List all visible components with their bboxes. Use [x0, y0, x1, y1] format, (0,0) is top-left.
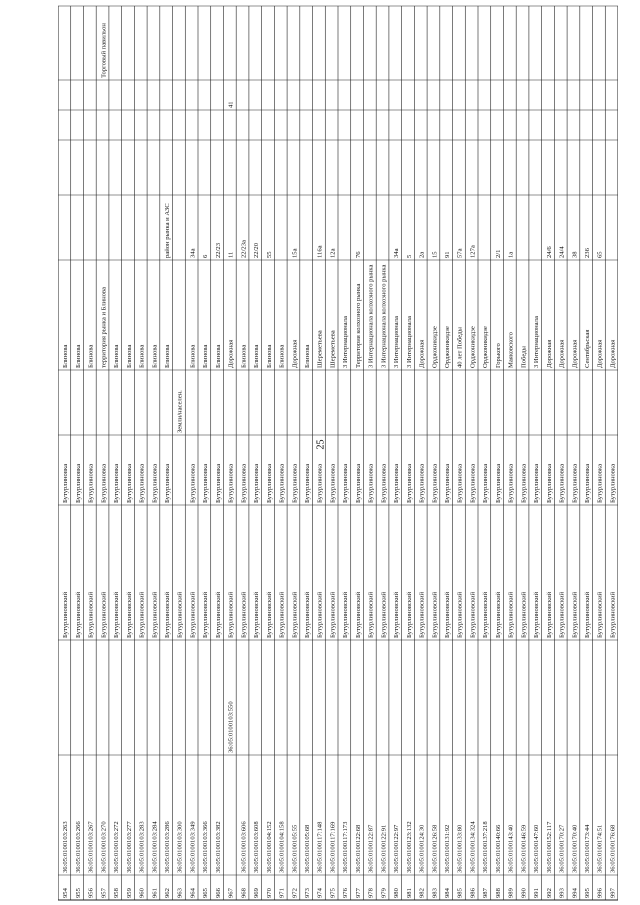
table-row: [266, 251, 273, 898]
row-number: 956: [87, 888, 95, 898]
table-cell: Бутурлиновский: [87, 591, 95, 638]
table-cell: Бутурлиновка: [227, 463, 235, 503]
table-cell: Бутурлиновка: [494, 463, 502, 503]
table-row: [571, 251, 578, 898]
row-number: 972: [291, 888, 299, 898]
table-cell: Бутурлиновка: [113, 463, 121, 503]
table-cell: 3 Интернационала: [342, 316, 350, 368]
table-cell: Бутурлиновка: [393, 463, 401, 503]
cadastral-number: 36:05:0100133:80: [456, 824, 464, 873]
table-cell: Бутурлиновка: [418, 463, 426, 503]
cadastral-number: 36:05:0100103:300: [176, 821, 184, 873]
table-row: [75, 345, 82, 898]
table-cell: Бутурлиновский: [151, 591, 159, 638]
table-row: [126, 345, 133, 898]
table-row: [609, 340, 616, 898]
row-number: 981: [405, 888, 413, 898]
cadastral-number: 36:05:0100105:55: [291, 824, 299, 873]
table-cell: Орджоникидзе: [482, 326, 490, 368]
row-number: 966: [214, 888, 222, 898]
table-row: [291, 248, 298, 898]
table-cell: Орджоникидзе: [443, 326, 451, 368]
table-cell: Бутурлиновский: [456, 591, 464, 638]
table-cell: Блинова: [74, 344, 82, 368]
cadastral-number: 36:05:0100103:382: [214, 821, 222, 873]
table-cell: Бутурлиновка: [380, 463, 388, 503]
table-cell: Бутурлиновский: [545, 591, 553, 638]
table-row: [151, 345, 158, 898]
row-number: 973: [303, 888, 311, 898]
cadastral-number: 36:05:0100103:286: [163, 821, 171, 873]
table-cell: 41: [227, 101, 235, 108]
table-row: [279, 345, 286, 898]
cadastral-number: 36:05:0100176:68: [609, 824, 617, 873]
table-cell: Бутурлиновский: [342, 591, 350, 638]
table-cell: 2а: [418, 251, 426, 258]
table-row: [419, 252, 426, 898]
table-row: [380, 264, 387, 898]
table-cell: Бутурлиновский: [113, 591, 121, 638]
table-row: [202, 254, 209, 898]
cadastral-number: 36:05:0100146:59: [520, 824, 528, 873]
table-cell: Бутурлиновка: [456, 463, 464, 503]
row-number: 969: [253, 888, 261, 898]
row-number: 987: [482, 888, 490, 898]
table-cell: Бутурлиновский: [583, 591, 591, 638]
table-cell: Дорожная: [596, 339, 604, 368]
table-cell: Шереметьева: [329, 330, 337, 368]
register-table: [58, 0, 618, 905]
row-number: 955: [74, 888, 82, 898]
table-row: [368, 264, 375, 898]
row-number: 971: [278, 888, 286, 898]
row-number: 991: [533, 888, 541, 898]
table-cell: Бутурлиновский: [62, 591, 70, 638]
table-row: [100, 23, 107, 898]
table-cell: Бутурлиновский: [100, 591, 108, 638]
table-row: [228, 101, 235, 898]
table-cell: 15: [431, 251, 439, 258]
table-cell: Блинова: [303, 344, 311, 368]
table-row: [177, 390, 184, 898]
row-number: 985: [456, 888, 464, 898]
table-row: [189, 248, 196, 898]
row-number: 993: [558, 888, 566, 898]
table-cell: 22/23а: [240, 240, 248, 258]
table-cell: Бутурлиновский: [202, 591, 210, 638]
table-cell: 3 Интернационала колхозного рынка: [367, 264, 375, 368]
table-row: [317, 245, 324, 898]
table-cell: 65: [596, 251, 604, 258]
table-cell: Орджоникидзе: [431, 326, 439, 368]
table-cell: Бутурлиновский: [571, 591, 579, 638]
table-cell: Бутурлиновский: [278, 591, 286, 638]
table-cell: Бутурлиновский: [469, 591, 477, 638]
cadastral-number: 36:05:0100103:608: [253, 821, 261, 873]
table-row: [559, 246, 566, 898]
table-row: [584, 247, 591, 898]
table-cell: Бутурлиновский: [494, 591, 502, 638]
table-cell: Дорожная: [418, 339, 426, 368]
cadastral-number: 36:05:0100122:91: [380, 824, 388, 873]
cadastral-number: 36:05:0100103:366: [202, 821, 210, 873]
table-cell: Бутурлиновка: [240, 463, 248, 503]
table-row: [164, 203, 171, 898]
cadastral-number: 36:05:0100124:30: [418, 824, 426, 873]
table-cell: Бутурлиновка: [125, 463, 133, 503]
table-cell: Бутурлиновский: [507, 591, 515, 638]
row-number: 959: [125, 888, 133, 898]
cadastral-number: 36:05:0100123:132: [405, 821, 413, 873]
table-cell: Торговый павильон: [100, 23, 108, 78]
table-cell: Бутурлиновский: [418, 591, 426, 638]
table-cell: Бутурлиновский: [380, 591, 388, 638]
row-number: 967: [227, 888, 235, 898]
table-cell: Бутурлиновка: [214, 463, 222, 503]
table-cell: 3 Интернационала колхозного рынка: [380, 264, 388, 368]
table-row: [329, 248, 336, 898]
table-cell: 36:05:0100103:550: [227, 701, 235, 753]
table-cell: Бутурлиновский: [138, 591, 146, 638]
table-cell: Бутурлиновка: [545, 463, 553, 503]
table-cell: 6: [202, 254, 210, 258]
table-cell: 24/4: [558, 246, 566, 258]
row-number: 964: [189, 888, 197, 898]
table-cell: 12а: [329, 248, 337, 258]
table-row: [240, 240, 247, 898]
table-row: [520, 345, 527, 898]
table-cell: 34а: [189, 248, 197, 258]
row-number: 978: [367, 888, 375, 898]
table-cell: Дорожная: [609, 339, 617, 368]
cadastral-number: 36:05:0100174:51: [596, 824, 604, 873]
table-row: [406, 254, 413, 898]
row-number: 990: [520, 888, 528, 898]
cadastral-number: 36:05:0100103:606: [240, 821, 248, 873]
table-cell: Бутурлиновский: [189, 591, 197, 638]
table-cell: район рынка и АЗС: [163, 203, 171, 258]
cadastral-number: 36:05:0100103:283: [138, 821, 146, 873]
table-cell: Бутурлиновка: [520, 463, 528, 503]
row-number: 976: [342, 888, 350, 898]
table-cell: Бутурлиновка: [316, 463, 324, 503]
row-number: 958: [113, 888, 121, 898]
table-cell: 22/20: [253, 242, 261, 258]
table-cell: Сентябрьская: [583, 329, 591, 368]
table-cell: Бутурлиновка: [138, 463, 146, 503]
table-cell: 55: [265, 251, 273, 258]
table-cell: Бутурлиновка: [431, 463, 439, 503]
table-cell: Дорожная: [571, 339, 579, 368]
table-cell: 40 лет Победы: [456, 327, 464, 368]
row-number: 963: [176, 888, 184, 898]
row-number: 957: [100, 888, 108, 898]
table-row: [88, 345, 95, 898]
table-cell: Шереметьева: [316, 330, 324, 368]
row-number: 989: [507, 888, 515, 898]
table-cell: 2/1: [494, 249, 502, 258]
table-cell: Бутурлиновский: [329, 591, 337, 638]
table-row: [215, 242, 222, 898]
table-cell: Бутурлиновский: [405, 591, 413, 638]
table-cell: Бутурлиновский: [520, 591, 528, 638]
table-row: [508, 252, 515, 898]
cadastral-number: 36:05:0100122:68: [354, 824, 362, 873]
row-number: 961: [151, 888, 159, 898]
table-cell: Блинова: [62, 344, 70, 368]
cadastral-number: 36:05:0100140:66: [494, 824, 502, 873]
table-cell: Бутурлиновский: [596, 591, 604, 638]
table-cell: Бутурлиновка: [482, 463, 490, 503]
row-number: 979: [380, 888, 388, 898]
table-cell: 3 Интернационала: [533, 316, 541, 368]
table-cell: Блинова: [278, 344, 286, 368]
table-cell: Бутурлиновка: [507, 463, 515, 503]
table-cell: Бутурлиновский: [533, 591, 541, 638]
table-row: [431, 251, 438, 898]
table-grid: [58, 6, 618, 900]
row-number: 968: [240, 888, 248, 898]
table-cell: Бутурлиновский: [393, 591, 401, 638]
table-cell: Бутурлиновка: [163, 463, 171, 503]
table-cell: Бутурлиновский: [74, 591, 82, 638]
row-number: 983: [431, 888, 439, 898]
table-cell: Бутурлиновка: [189, 463, 197, 503]
table-cell: Бутурлиновский: [265, 591, 273, 638]
row-number: 960: [138, 888, 146, 898]
table-cell: 236: [583, 248, 591, 258]
cadastral-number: 36:05:0100147:60: [533, 824, 541, 873]
table-cell: Блинова: [214, 344, 222, 368]
cadastral-number: 36:05:0100170:27: [558, 824, 566, 873]
table-cell: Бутурлиновский: [609, 591, 617, 638]
table-row: [393, 248, 400, 898]
table-cell: Бутурлиновка: [342, 463, 350, 503]
table-cell: Земли/населен.: [176, 390, 184, 433]
table-cell: 38: [571, 251, 579, 258]
table-cell: Бутурлиновка: [265, 463, 273, 503]
table-cell: Блинова: [202, 344, 210, 368]
table-cell: Бутурлиновский: [214, 591, 222, 638]
table-cell: 24/6: [545, 246, 553, 258]
table-cell: Бутурлиновка: [443, 463, 451, 503]
table-cell: Горького: [494, 343, 502, 368]
table-cell: Блинова: [87, 344, 95, 368]
table-cell: Бутурлиновка: [253, 463, 261, 503]
table-cell: Блинова: [189, 344, 197, 368]
table-cell: Бутурлиновка: [469, 463, 477, 503]
cadastral-number: 36:05:0100117:169: [329, 821, 337, 873]
row-number: 977: [354, 888, 362, 898]
table-cell: Бутурлиновка: [329, 463, 337, 503]
table-cell: Победы: [520, 346, 528, 368]
row-number: 975: [329, 888, 337, 898]
row-number: 995: [583, 888, 591, 898]
table-row: [495, 250, 502, 898]
row-number: 992: [545, 888, 553, 898]
table-cell: Бутурлиновка: [74, 463, 82, 503]
cadastral-number: 36:05:0100173:44: [583, 824, 591, 873]
table-cell: Бутурлиновка: [62, 463, 70, 503]
table-cell: Бутурлиновка: [202, 463, 210, 503]
table-row: [304, 345, 311, 898]
table-cell: Бутурлиновский: [367, 591, 375, 638]
row-number: 965: [202, 888, 210, 898]
table-cell: 1а: [507, 251, 515, 258]
cadastral-number: 36:05:0100117:173: [342, 821, 350, 873]
table-cell: Бутурлиновский: [354, 591, 362, 638]
table-cell: Бутурлиновский: [482, 591, 490, 638]
cadastral-number: 36:05:0100143:40: [507, 824, 515, 873]
table-cell: Бутурлиновский: [431, 591, 439, 638]
table-cell: Территория колхозного рынка: [354, 283, 362, 368]
table-cell: Бутурлиновка: [583, 463, 591, 503]
table-cell: Бутурлиновка: [609, 463, 617, 503]
table-cell: Бутурлиновка: [354, 463, 362, 503]
table-cell: Бутурлиновский: [303, 591, 311, 638]
table-row: [62, 345, 69, 898]
table-cell: Маяковского: [507, 332, 515, 368]
row-number: 984: [443, 888, 451, 898]
row-number: 994: [571, 888, 579, 898]
cadastral-number: 36:05:0100104:152: [265, 821, 273, 873]
table-row: [355, 251, 362, 898]
cadastral-number: 36:05:0100103:272: [113, 821, 121, 873]
cadastral-number: 36:05:0100103:284: [151, 821, 159, 873]
table-row: [444, 251, 451, 898]
table-row: [597, 251, 604, 898]
table-row: [546, 246, 553, 898]
table-cell: территория рынка и Блинова: [100, 287, 108, 368]
cadastral-number: 36:05:0100126:58: [431, 824, 439, 873]
table-row: [253, 242, 260, 898]
table-cell: Бутурлиновка: [558, 463, 566, 503]
table-cell: Дорожная: [227, 339, 235, 368]
table-cell: 91: [443, 251, 451, 258]
row-number: 970: [265, 888, 273, 898]
table-cell: Бутурлиновский: [227, 591, 235, 638]
table-cell: Бутурлиновка: [278, 463, 286, 503]
table-cell: Бутурлиновский: [125, 591, 133, 638]
table-cell: Блинова: [240, 344, 248, 368]
table-cell: Блинова: [113, 344, 121, 368]
table-cell: Бутурлиновка: [151, 463, 159, 503]
cadastral-number: 36:05:0100134:324: [469, 821, 477, 873]
table-row: [482, 326, 489, 898]
row-number: 988: [494, 888, 502, 898]
table-cell: Бутурлиновка: [596, 463, 604, 503]
table-cell: Бутурлиновка: [303, 463, 311, 503]
table-row: [139, 345, 146, 898]
table-cell: 5: [405, 254, 413, 258]
cadastral-number: 36:05:0100103:266: [74, 821, 82, 873]
table-cell: Блинова: [265, 344, 273, 368]
table-cell: 76: [354, 251, 362, 258]
table-cell: Бутурлиновский: [240, 591, 248, 638]
cadastral-number: 36:05:0100104:158: [278, 821, 286, 873]
table-cell: Бутурлиновский: [163, 591, 171, 638]
row-number: 974: [316, 888, 324, 898]
table-cell: Блинова: [125, 344, 133, 368]
table-cell: Бутурлиновка: [100, 463, 108, 503]
page-number: 25: [315, 439, 327, 450]
table-cell: Бутурлиновка: [291, 463, 299, 503]
cadastral-number: 36:05:0100117:148: [316, 821, 324, 873]
row-number: 962: [163, 888, 171, 898]
table-cell: Бутурлиновский: [443, 591, 451, 638]
cadastral-number: 36:05:0100103:263: [62, 821, 70, 873]
table-cell: Блинова: [253, 344, 261, 368]
table-cell: 127а: [469, 245, 477, 258]
table-cell: Бутурлиновка: [533, 463, 541, 503]
cadastral-number: 36:05:0100103:277: [125, 821, 133, 873]
table-cell: 57а: [456, 248, 464, 258]
table-row: [457, 248, 464, 898]
table-row: [342, 316, 349, 898]
table-cell: Бутурлиновский: [176, 591, 184, 638]
cadastral-number: 36:05:0100137:218: [482, 821, 490, 873]
row-number: 980: [393, 888, 401, 898]
table-cell: 15а: [291, 248, 299, 258]
row-number: 997: [609, 888, 617, 898]
table-cell: Бутурлиновка: [571, 463, 579, 503]
table-row: [469, 245, 476, 898]
table-cell: Дорожная: [558, 339, 566, 368]
table-cell: 3 Интернационала: [393, 316, 401, 368]
table-cell: 116а: [316, 245, 324, 258]
cadastral-number: 36:05:0100122:87: [367, 824, 375, 873]
cadastral-number: 36:05:0100103:270: [100, 821, 108, 873]
row-number: 986: [469, 888, 477, 898]
cadastral-number: 36:05:0100152:117: [545, 821, 553, 873]
table-row: [533, 316, 540, 898]
table-cell: Дорожная: [291, 339, 299, 368]
cadastral-number: 36:05:0100131:92: [443, 824, 451, 873]
table-cell: Блинова: [163, 344, 171, 368]
cadastral-number: 36:05:0100122:97: [393, 824, 401, 873]
table-cell: Орджоникидзе: [469, 326, 477, 368]
cadastral-number: 36:05:0100105:68: [303, 824, 311, 873]
table-cell: Блинова: [138, 344, 146, 368]
table-cell: Бутурлиновский: [253, 591, 261, 638]
table-cell: 34а: [393, 248, 401, 258]
table-cell: Бутурлиновка: [367, 463, 375, 503]
table-cell: 3 Интернационала: [405, 316, 413, 368]
table-cell: Дорожная: [545, 339, 553, 368]
row-number: 954: [62, 888, 70, 898]
table-cell: Блинова: [151, 344, 159, 368]
table-row: [113, 345, 120, 898]
table-cell: Бутурлиновка: [87, 463, 95, 503]
row-number: 982: [418, 888, 426, 898]
row-number: 996: [596, 888, 604, 898]
table-cell: 22/23: [214, 242, 222, 258]
table-cell: Бутурлиновский: [316, 591, 324, 638]
table-cell: Бутурлиновский: [291, 591, 299, 638]
table-cell: Бутурлиновский: [558, 591, 566, 638]
cadastral-number: 36:05:0100103:267: [87, 821, 95, 873]
cadastral-number: 36:05:0100170:40: [571, 824, 579, 873]
table-cell: 11: [227, 251, 235, 258]
table-cells: [62, 23, 616, 898]
cadastral-number: 36:05:0100103:349: [189, 821, 197, 873]
table-cell: Бутурлиновка: [405, 463, 413, 503]
